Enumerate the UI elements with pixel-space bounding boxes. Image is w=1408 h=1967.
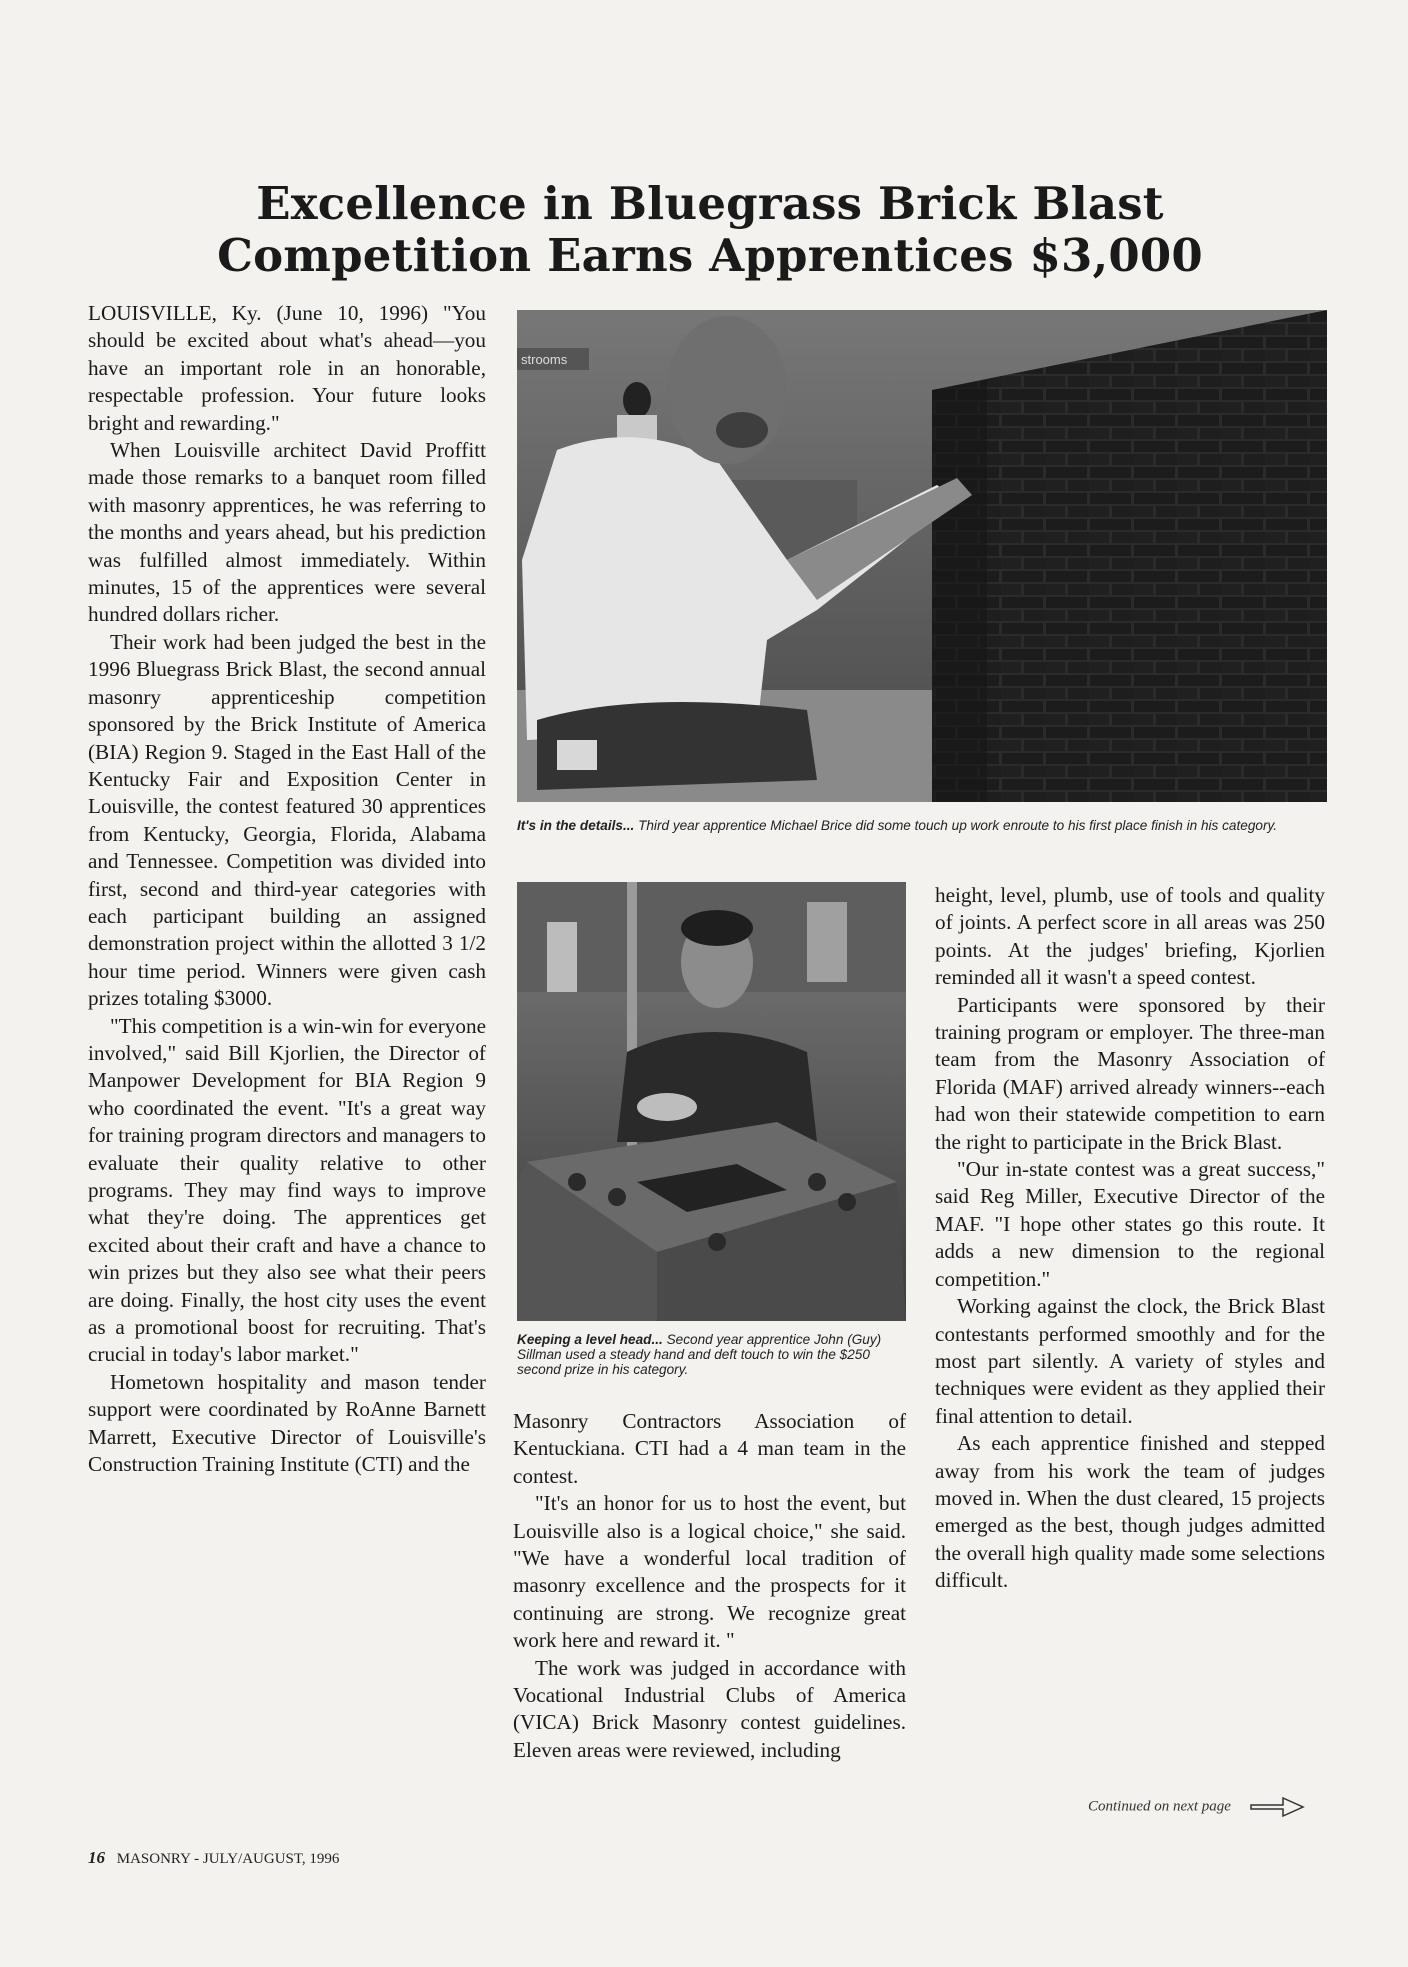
caption-text: Third year apprentice Michael Brice did some touch up work enroute to his first place finish in his category. (634, 818, 1278, 833)
continued-text: Continued on next page (1088, 1798, 1231, 1815)
paragraph: Hometown hospitality and mason tender support were coordinated by RoAnne Barnett Marrett, Executive Director of Louisville's Construction Training Institute (CTI) and the (88, 1369, 486, 1477)
right-arrow-outline-icon (1249, 1795, 1305, 1819)
paragraph: Their work had been judged the best in the 1996 Bluegrass Brick Blast, the second annual masonry apprenticeship competition sponsored by the Brick Institute of America (BIA) Region 9. Staged in the East Hall of the Kentucky Fair and Exposition Center in Louisville, the contest featured 30 apprentices from Kentucky, Georgia, Florida, Alabama and Tennessee. Competition was divided into first, second and third-year categories with each participant building an assigned demonstration project within the allotted 3 1/2 hour time period. Winners were given cash prizes totaling $3000. (88, 629, 486, 1011)
photo-1-image (517, 310, 1327, 802)
paragraph: The work was judged in accordance with Vocational Industrial Clubs of America (VICA) Brick Masonry contest guidelines. Eleven areas were reviewed, including (513, 1655, 906, 1762)
text-column-3 (935, 882, 1325, 1595)
caption-text: Second year apprentice John (Guy) Sillman used a steady hand and deft touch to win the $250 second prize in his category. (517, 1332, 882, 1377)
photo-brick-wall-apprentice (517, 310, 1327, 802)
article-headline (150, 178, 1270, 282)
paragraph: "It's an honor for us to host the event, but Louisville also is a logical choice," she said. "We have a wonderful local tradition of masonry excellence and the prospects for it continuing are strong. We recognize great work here and reward it. " (513, 1491, 906, 1653)
paragraph: When Louisville architect David Proffitt made those remarks to a banquet room filled with masonry apprentices, he was referring to the months and years ahead, but his prediction was fulfilled almost immediately. Within minutes, 15 of the apprentices were several hundred dollars richer. (88, 438, 486, 627)
text-column-2 (513, 1408, 906, 1764)
photo-block-square-apprentice (517, 882, 906, 1321)
page-footer (88, 1848, 339, 1868)
paragraph: Participants were sponsored by their training program or employer. The three-man team from the Masonry Association of Florida (MAF) arrived already winners--each had won their statewide competition to earn the right to participate in the Brick Blast. (935, 992, 1325, 1154)
paragraph: "This competition is a win-win for everyone involved," said Bill Kjorlien, the Director of Manpower Development for BIA Region 9 who coordinated the event. "It's a great way for training program directors and managers to evaluate their quality relative to other programs. They may find ways to improve what they're doing. The apprentices get excited about their craft and have a chance to win prizes but they also see what their peers are doing. Finally, the host city uses the event as a promotional boost for recruiting. That's crucial in today's labor market." (88, 1013, 486, 1367)
page-number: 16 (88, 1848, 105, 1867)
photo-2-caption (517, 1332, 909, 1377)
headline-line-2: Competition Earns Apprentices $3,000 (217, 229, 1203, 282)
continued-on-next-page (1088, 1795, 1305, 1819)
paragraph: Working against the clock, the Brick Blast contestants performed smoothly and for the most part silently. A variety of styles and techniques were evident as they applied their final attention to detail. (935, 1294, 1325, 1428)
photo-2-image (517, 882, 906, 1321)
photo-1-caption (517, 818, 1329, 833)
paragraph: "Our in-state contest was a great success," said Reg Miller, Executive Director of the MAF. "I hope other states go this route. It adds a new dimension to the regional competition." (935, 1157, 1325, 1291)
caption-lead: It's in the details... (517, 818, 635, 833)
paragraph: Masonry Contractors Association of Kentuckiana. CTI had a 4 man team in the contest. (513, 1409, 906, 1488)
paragraph: height, level, plumb, use of tools and quality of joints. A perfect score in all areas was 250 points. At the judges' briefing, Kjorlien reminded all it wasn't a speed contest. (935, 883, 1325, 990)
paragraph-dateline: LOUISVILLE, Ky. (June 10, 1996) "You should be excited about what's ahead—you have an important role in an honorable, respectable profession. Your future looks bright and rewarding." (88, 301, 486, 435)
text-column-1 (88, 300, 486, 1478)
paragraph: As each apprentice finished and stepped away from his work the team of judges moved in. When the dust cleared, 15 projects emerged as the best, though judges admitted the overall high quality made some selections difficult. (935, 1431, 1325, 1593)
publication-info: MASONRY - JULY/AUGUST, 1996 (116, 1851, 340, 1867)
headline-line-1: Excellence in Bluegrass Brick Blast (256, 177, 1164, 230)
sign-text: strooms (521, 352, 568, 367)
caption-lead: Keeping a level head... (517, 1332, 663, 1347)
